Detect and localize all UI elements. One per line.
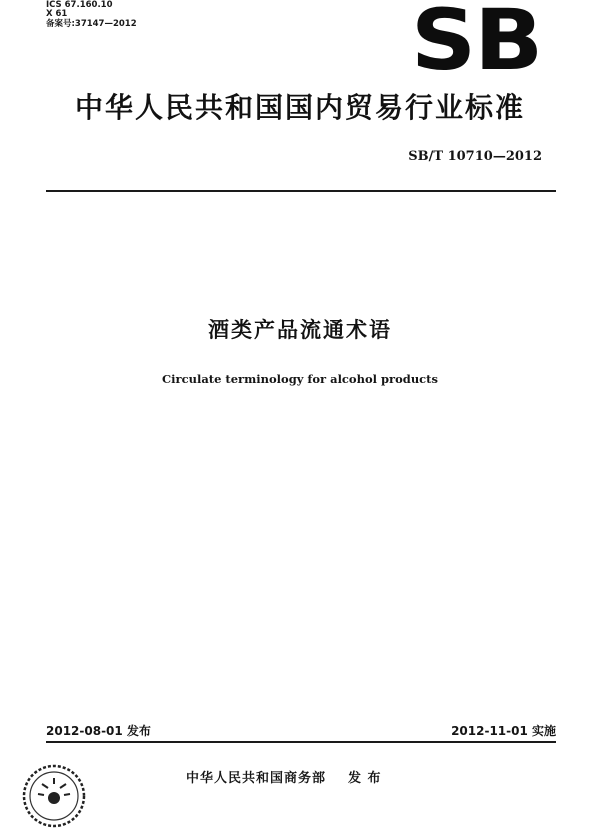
issuing-authority (186, 767, 382, 786)
header-divider (46, 190, 556, 192)
issuer-name: 中华人民共和国商务部 (186, 771, 327, 786)
classification-code: X 61 (46, 9, 68, 19)
issue-date: 2012-08-01 发布 (46, 724, 151, 738)
ministry-seal-icon (22, 764, 86, 828)
implementation-date: 2012-11-01 实施 (451, 724, 556, 738)
standard-number: SB/T 10710—2012 (408, 149, 542, 164)
footer-divider (46, 741, 556, 743)
document-title-chinese: 酒类产品流通术语 (208, 318, 392, 342)
sb-logo: SB (410, 0, 542, 89)
record-number: 备案号:37147—2012 (46, 19, 137, 29)
standard-title: 中华人民共和国国内贸易行业标准 (74, 91, 525, 124)
issuer-action: 发 布 (348, 771, 382, 786)
ics-code: ICS 67.160.10 (46, 0, 113, 10)
document-title-english: Circulate terminology for alcohol products (162, 372, 438, 386)
